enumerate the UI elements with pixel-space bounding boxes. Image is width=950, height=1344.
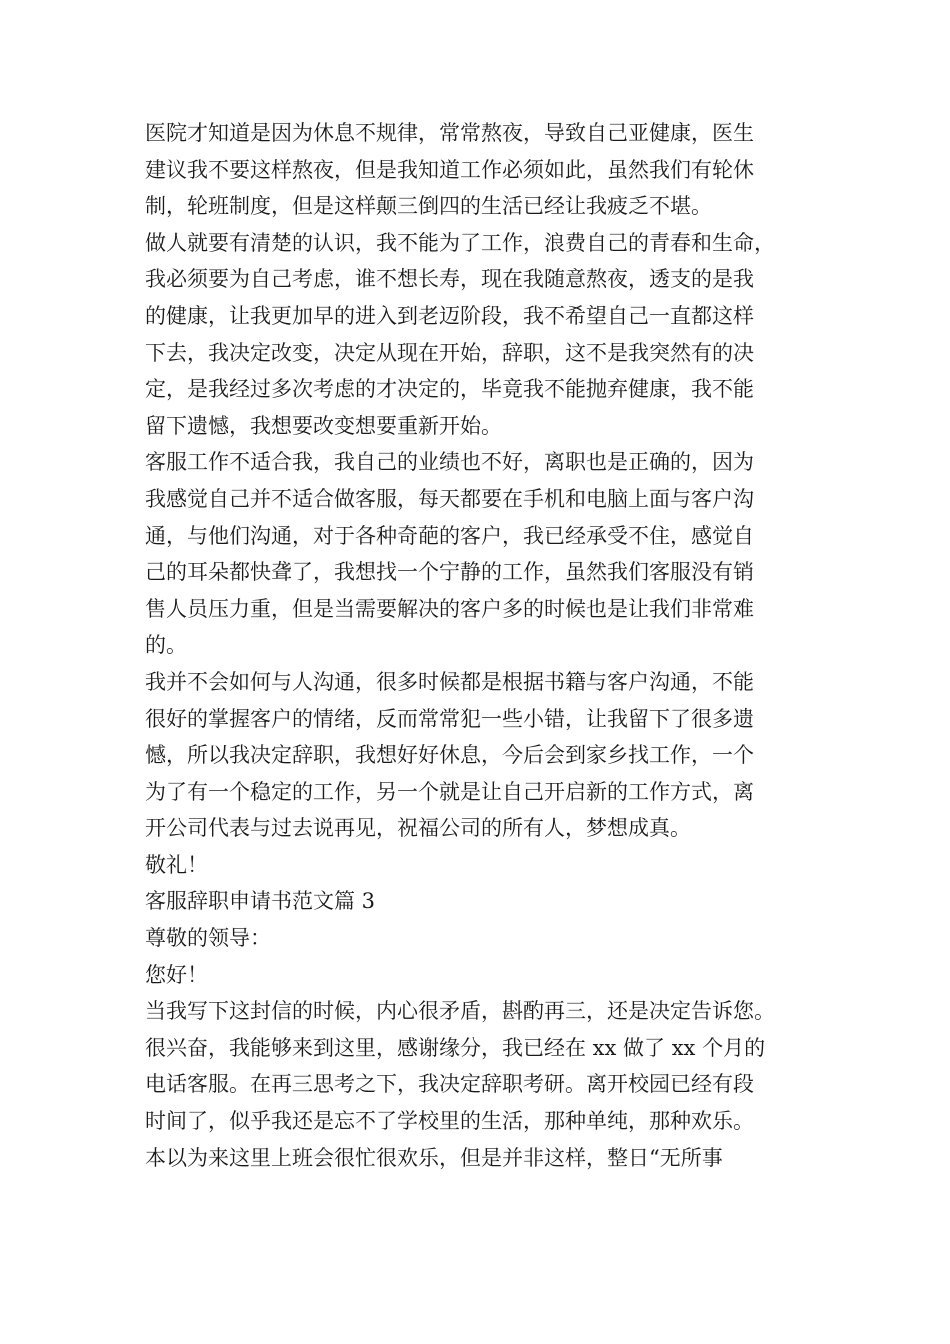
- text-line: 本以为来这里上班会很忙很欢乐，但是并非这样，整日“无所事: [145, 1145, 723, 1170]
- text-line: 做人就要有清楚的认识，我不能为了工作，浪费自己的青春和生命，: [145, 230, 775, 255]
- text-line: 我感觉自己并不适合做客服，每天都要在手机和电脑上面与客户沟: [145, 486, 754, 511]
- section-title: 客服辞职申请书范文篇 3: [145, 889, 376, 914]
- text-line: 客服工作不适合我，我自己的业绩也不好，离职也是正确的，因为: [145, 450, 754, 475]
- document-body: [145, 115, 825, 1176]
- text-line: 为了有一个稳定的工作，另一个就是让自己开启新的工作方式，离: [145, 779, 754, 804]
- text-line: 时间了，似乎我还是忘不了学校里的生活，那种单纯，那种欢乐。: [145, 1109, 754, 1134]
- text-line: 我必须要为自己考虑，谁不想长寿，现在我随意熬夜，透支的是我: [145, 267, 754, 292]
- text-line: 的。: [145, 633, 187, 658]
- text-line: 开公司代表与过去说再见，祝福公司的所有人，梦想成真。: [145, 816, 691, 841]
- text-line: 己的耳朵都快聋了，我想找一个宁静的工作，虽然我们客服没有销: [145, 560, 754, 585]
- text-line: 医院才知道是因为休息不规律，常常熬夜，导致自己亚健康，医生: [145, 121, 754, 145]
- closing-salutation: 敬礼！: [145, 852, 208, 877]
- text-line: 制，轮班制度，但是这样颠三倒四的生活已经让我疲乏不堪。: [145, 194, 712, 219]
- text-line: 建议我不要这样熬夜，但是我知道工作必须如此，虽然我们有轮休: [145, 157, 754, 182]
- text-line: 憾，所以我决定辞职，我想好好休息，今后会到家乡找工作，一个: [145, 743, 754, 768]
- text-line: 的健康，让我更加早的进入到老迈阶段，我不希望自己一直都这样: [145, 303, 754, 328]
- text-line: 通，与他们沟通，对于各种奇葩的客户，我已经承受不住，感觉自: [145, 523, 754, 548]
- text-line: 定，是我经过多次考虑的才决定的，毕竟我不能抛弃健康，我不能: [145, 377, 754, 402]
- text-line: 当我写下这封信的时候，内心很矛盾，斟酌再三，还是决定告诉您。: [145, 999, 775, 1024]
- text-line: 下去，我决定改变，决定从现在开始，辞职，这不是我突然有的决: [145, 340, 754, 365]
- text-line: 售人员压力重，但是当需要解决的客户多的时候也是让我们非常难: [145, 596, 754, 621]
- text-line: 我并不会如何与人沟通，很多时候都是根据书籍与客户沟通，不能: [145, 669, 754, 694]
- text-line: 很兴奋，我能够来到这里，感谢缘分，我已经在 xx 做了 xx 个月的: [145, 1035, 766, 1060]
- text-line: 电话客服。在再三思考之下，我决定辞职考研。离开校园已经有段: [145, 1072, 754, 1097]
- letter-greeting: 您好！: [145, 962, 208, 987]
- letter-addressee: 尊敬的领导：: [145, 926, 271, 951]
- text-line: 很好的掌握客户的情绪，反而常常犯一些小错，让我留下了很多遗: [145, 706, 754, 731]
- text-line: 留下遗憾，我想要改变想要重新开始。: [145, 413, 502, 438]
